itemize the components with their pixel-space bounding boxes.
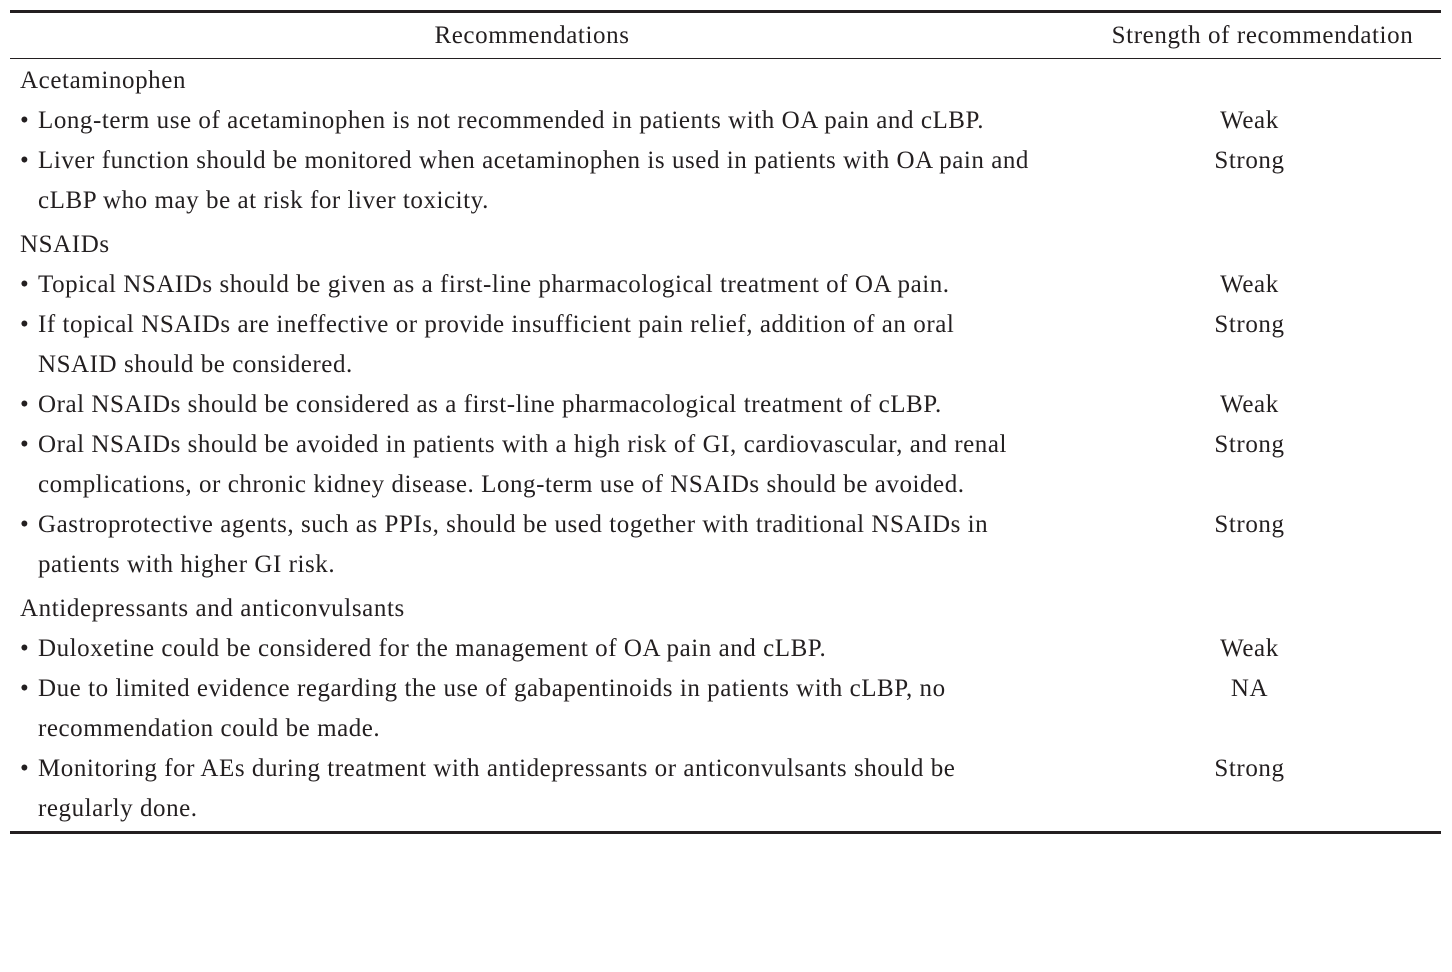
strength-value: Weak: [1220, 271, 1279, 298]
recommendation-text: • Oral NSAIDs should be considered as a first-line pharmacological treatment of cLBP.: [10, 385, 1040, 425]
strength-value: Strong: [1214, 755, 1285, 782]
table-row: [10, 505, 1441, 585]
table-row: [10, 629, 1441, 669]
bullet: •: [20, 635, 30, 662]
bullet: •: [20, 271, 30, 298]
strength-value: Strong: [1214, 147, 1285, 174]
recommendations-table: [10, 10, 1441, 834]
table-row: [10, 385, 1441, 425]
table-row: [10, 141, 1441, 221]
bullet: •: [20, 311, 30, 338]
bullet: •: [20, 431, 30, 458]
section-title-nsaids: NSAIDs: [20, 231, 110, 258]
table-header: [10, 13, 1441, 58]
bottom-rule: [10, 831, 1441, 834]
section-title-antidepressants: Antidepressants and anticonvulsants: [20, 595, 405, 622]
table-row: [10, 749, 1441, 829]
recommendation-text: • Long-term use of acetaminophen is not recommended in patients with OA pain and cLBP.: [10, 101, 1040, 141]
strength-value: Weak: [1220, 391, 1279, 418]
table-row: [10, 101, 1441, 141]
bullet: •: [20, 107, 30, 134]
recommendation-text: • Gastroprotective agents, such as PPIs, should be used together with traditional NSAIDs in patients with higher GI risk.: [10, 505, 1040, 585]
strength-value: Strong: [1214, 431, 1285, 458]
bullet: •: [20, 147, 30, 174]
section-title-acetaminophen: Acetaminophen: [20, 67, 187, 94]
table-row: [10, 305, 1441, 385]
recommendation-text: • Duloxetine could be considered for the management of OA pain and cLBP.: [10, 629, 1040, 669]
strength-value: Weak: [1220, 635, 1279, 662]
bullet: •: [20, 391, 30, 418]
strength-value: NA: [1230, 675, 1269, 702]
recommendation-text: • Due to limited evidence regarding the use of gabapentinoids in patients with cLBP, no recommendation could be made.: [10, 669, 1040, 749]
recommendation-text: • Oral NSAIDs should be avoided in patients with a high risk of GI, cardiovascular, and renal complications, or chronic kidney disease. Long-term use of NSAIDs should be avoided.: [10, 425, 1040, 505]
strength-value: Strong: [1214, 311, 1285, 338]
bullet: •: [20, 755, 30, 782]
table-row: [10, 265, 1441, 305]
recommendation-text: • If topical NSAIDs are ineffective or provide insufficient pain relief, addition of an oral NSAID should be considered.: [10, 305, 1040, 385]
recommendation-text: • Liver function should be monitored when acetaminophen is used in patients with OA pain and cLBP who may be at risk for liver toxicity.: [10, 141, 1040, 221]
table-body: [10, 59, 1441, 831]
recommendation-text: • Monitoring for AEs during treatment with antidepressants or anticonvulsants should be regularly done.: [10, 749, 1040, 829]
bullet: •: [20, 511, 30, 538]
strength-value: Weak: [1220, 107, 1279, 134]
recommendation-text: • Topical NSAIDs should be given as a first-line pharmacological treatment of OA pain.: [10, 265, 1040, 305]
header-strength: Strength of recommendation: [1111, 21, 1414, 49]
table-row: [10, 425, 1441, 505]
header-recommendations: Recommendations: [434, 21, 630, 49]
table-row: [10, 669, 1441, 749]
bullet: •: [20, 675, 30, 702]
strength-value: Strong: [1214, 511, 1285, 538]
